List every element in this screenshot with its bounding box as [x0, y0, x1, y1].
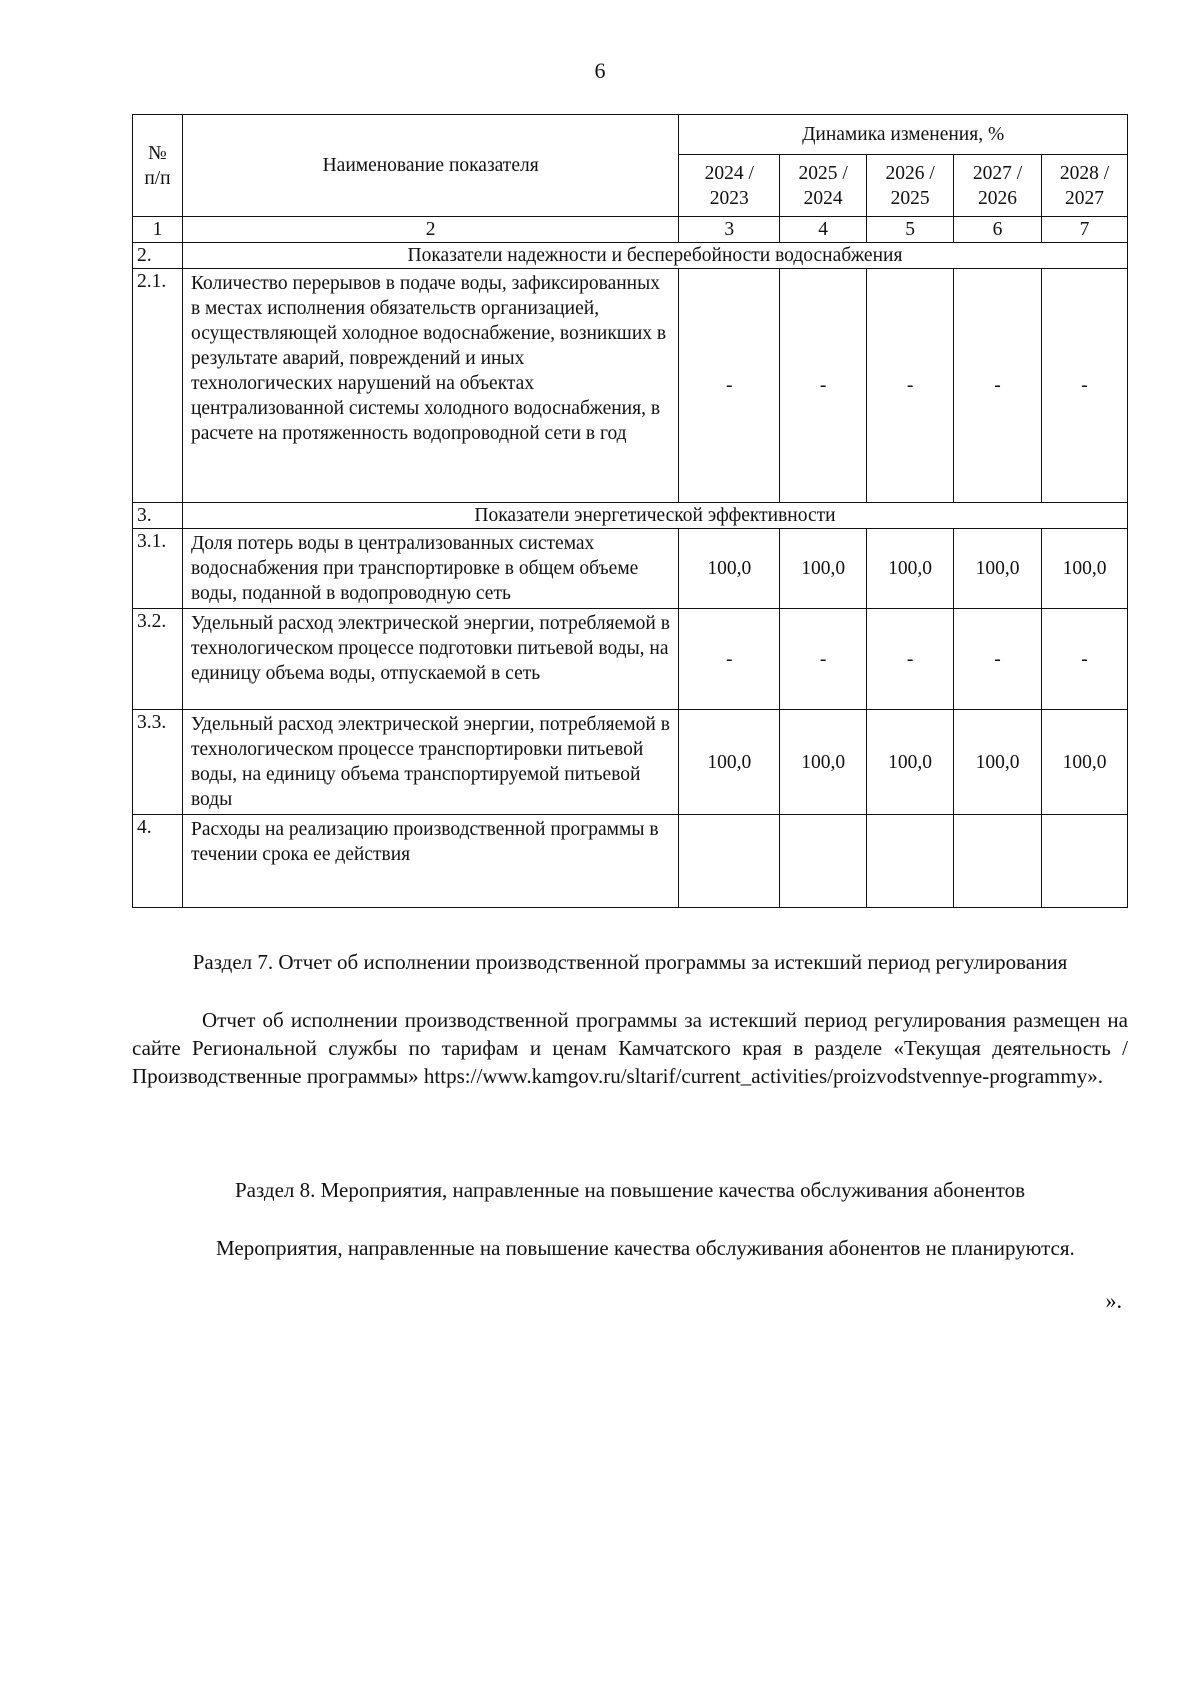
indicator-name: Расходы на реализацию производственной программы в течении срока ее действия	[182, 815, 678, 908]
section-8-heading: Раздел 8. Мероприятия, направленные на повышение качества обслуживания абонентов	[234, 1178, 1026, 1202]
table-row	[133, 815, 1128, 908]
row-number: 3.1.	[133, 529, 183, 609]
index-cell: 2	[182, 217, 678, 243]
value-cell: 100,0	[954, 710, 1042, 815]
indicator-name: Удельный расход электрической энергии, потребляемой в технологическом процессе транспортировки питьевой воды, на единицу объема транспортируемой питьевой воды	[182, 710, 678, 815]
section-8	[132, 1176, 1128, 1262]
index-cell: 6	[954, 217, 1042, 243]
value-cell	[954, 815, 1042, 908]
page-number: 6	[594, 58, 606, 83]
value-cell: -	[679, 609, 780, 710]
value-cell	[867, 815, 954, 908]
value-cell: -	[780, 609, 867, 710]
value-cell	[1042, 815, 1128, 908]
year-header: 2026 / 2025	[867, 155, 954, 217]
value-cell: -	[780, 269, 867, 503]
year-header: 2025 / 2024	[780, 155, 867, 217]
value-cell: -	[954, 609, 1042, 710]
dynamics-header: Динамика изменения, %	[679, 115, 1128, 155]
indicator-name: Количество перерывов в подаче воды, зафиксированных в местах исполнения обязательств организацией, осуществляющей холодное водоснабжение, возникших в результате аварий, повреждений и иных технологических нарушений на объектах централизованной системы холодного водоснабжения, в расчете на протяженность водопроводной сети в год	[182, 269, 678, 503]
table-row	[133, 710, 1128, 815]
indicator-name: Доля потерь воды в централизованных системах водоснабжения при транспортировке в общем объеме воды, поданной в водопроводную сеть	[182, 529, 678, 609]
section-7-text: Отчет об исполнении производственной программы за истекший период регулирования размещен на сайте Региональной службы по тарифам и ценам Камчатского края в разделе «Текущая деятельность / Производственные программы» https://www.kamgov.ru/sltarif/current_activities/proizvodstvennye-programmy».	[132, 1008, 1128, 1088]
value-cell: -	[867, 609, 954, 710]
value-cell: 100,0	[867, 529, 954, 609]
index-row	[133, 217, 1128, 243]
row-number: 2.	[133, 243, 183, 269]
col-num-header: № п/п	[133, 115, 183, 217]
value-cell: 100,0	[1042, 710, 1128, 815]
section-7-heading: Раздел 7. Отчет об исполнении производственной программы за истекший период регулирования	[192, 950, 1068, 974]
value-cell: -	[679, 269, 780, 503]
value-cell: -	[954, 269, 1042, 503]
section-8-text: Мероприятия, направленные на повышение качества обслуживания абонентов не планируются.	[216, 1236, 1075, 1260]
row-number: 2.1.	[133, 269, 183, 503]
col-name-header: Наименование показателя	[182, 115, 678, 217]
value-cell: -	[1042, 269, 1128, 503]
table-row	[133, 609, 1128, 710]
table-row	[133, 269, 1128, 503]
value-cell: 100,0	[780, 710, 867, 815]
header-row	[133, 115, 1128, 155]
value-cell: -	[867, 269, 954, 503]
closing-mark: ».	[1105, 1288, 1122, 1313]
year-header: 2028 / 2027	[1042, 155, 1128, 217]
year-header: 2024 / 2023	[679, 155, 780, 217]
value-cell: 100,0	[954, 529, 1042, 609]
index-cell: 7	[1042, 217, 1128, 243]
section-7	[132, 948, 1128, 1090]
year-header: 2027 / 2026	[954, 155, 1042, 217]
index-cell: 3	[679, 217, 780, 243]
index-cell: 5	[867, 217, 954, 243]
section-row	[133, 503, 1128, 529]
row-number: 3.	[133, 503, 183, 529]
index-cell: 1	[133, 217, 183, 243]
value-cell	[679, 815, 780, 908]
section-row	[133, 243, 1128, 269]
row-number: 3.2.	[133, 609, 183, 710]
section-title: Показатели энергетической эффективности	[182, 503, 1127, 529]
value-cell: 100,0	[679, 710, 780, 815]
section-title: Показатели надежности и бесперебойности водоснабжения	[182, 243, 1127, 269]
value-cell	[780, 815, 867, 908]
row-number: 4.	[133, 815, 183, 908]
value-cell: 100,0	[780, 529, 867, 609]
table-row	[133, 529, 1128, 609]
indicators-table	[132, 114, 1128, 908]
value-cell: 100,0	[867, 710, 954, 815]
value-cell: -	[1042, 609, 1128, 710]
value-cell: 100,0	[679, 529, 780, 609]
index-cell: 4	[780, 217, 867, 243]
row-number: 3.3.	[133, 710, 183, 815]
value-cell: 100,0	[1042, 529, 1128, 609]
indicator-name: Удельный расход электрической энергии, потребляемой в технологическом процессе подготовки питьевой воды, на единицу объема воды, отпускаемой в сеть	[182, 609, 678, 710]
